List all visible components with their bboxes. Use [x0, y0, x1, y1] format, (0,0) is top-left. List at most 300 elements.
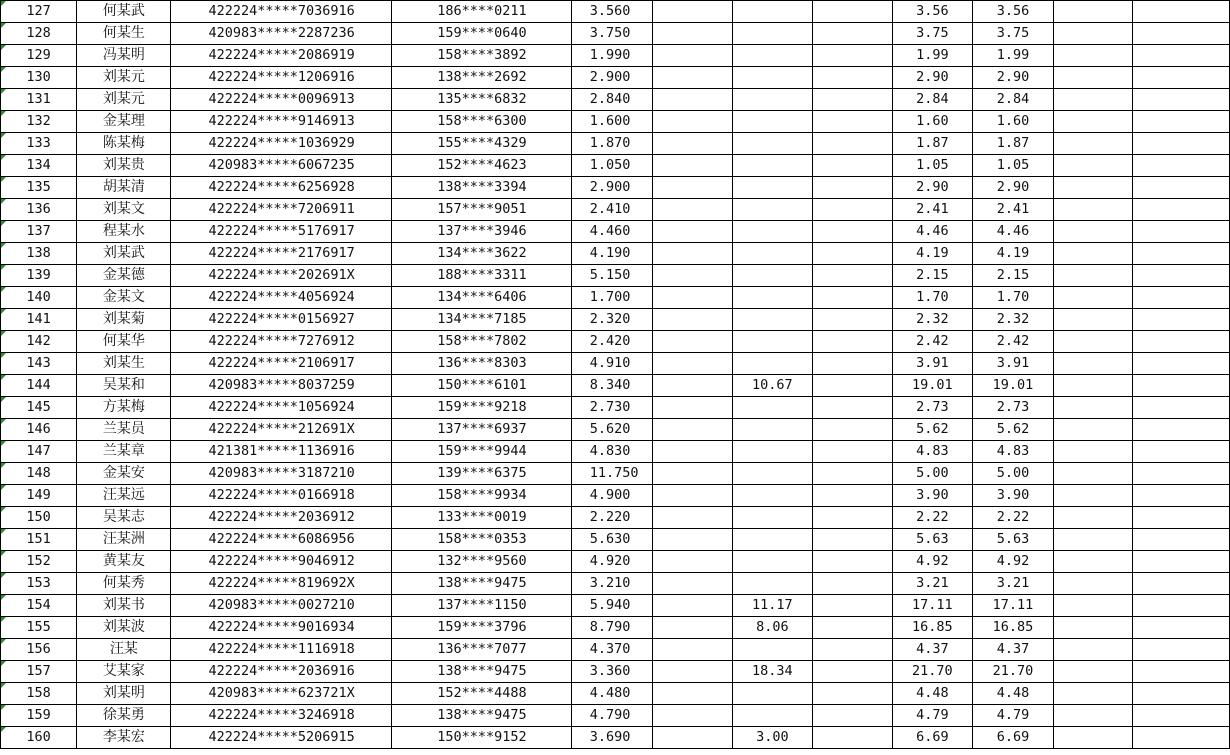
id-number-cell[interactable]: 420983*****623721X — [171, 683, 392, 705]
blank-cell[interactable] — [813, 111, 892, 133]
subtotal-cell[interactable]: 5.63 — [973, 529, 1054, 551]
blank-cell[interactable] — [1053, 529, 1132, 551]
blank-cell[interactable] — [813, 529, 892, 551]
area-cell[interactable]: 1.870 — [571, 133, 653, 155]
phone-cell[interactable]: 157****9051 — [392, 199, 571, 221]
area-cell[interactable]: 2.900 — [571, 67, 653, 89]
added-area-cell[interactable] — [732, 551, 813, 573]
blank-cell[interactable] — [1133, 397, 1230, 419]
area-cell[interactable]: 4.460 — [571, 221, 653, 243]
subtotal-cell[interactable]: 4.83 — [973, 441, 1054, 463]
blank-cell[interactable] — [653, 133, 732, 155]
area-cell[interactable]: 2.320 — [571, 309, 653, 331]
blank-cell[interactable] — [1133, 617, 1230, 639]
area-cell[interactable]: 4.190 — [571, 243, 653, 265]
blank-cell[interactable] — [653, 617, 732, 639]
id-number-cell[interactable]: 422224*****2106917 — [171, 353, 392, 375]
blank-cell[interactable] — [653, 705, 732, 727]
id-number-cell[interactable]: 422224*****1056924 — [171, 397, 392, 419]
name-cell[interactable]: 刘某文 — [77, 199, 171, 221]
total-cell[interactable]: 2.42 — [892, 331, 973, 353]
blank-cell[interactable] — [1133, 551, 1230, 573]
blank-cell[interactable] — [653, 155, 732, 177]
subtotal-cell[interactable]: 2.42 — [973, 331, 1054, 353]
subtotal-cell[interactable]: 6.69 — [973, 727, 1054, 749]
id-number-cell[interactable]: 422224*****819692X — [171, 573, 392, 595]
id-number-cell[interactable]: 422224*****4056924 — [171, 287, 392, 309]
total-cell[interactable]: 4.48 — [892, 683, 973, 705]
blank-cell[interactable] — [1133, 353, 1230, 375]
blank-cell[interactable] — [813, 265, 892, 287]
blank-cell[interactable] — [1053, 485, 1132, 507]
added-area-cell[interactable]: 18.34 — [732, 661, 813, 683]
subtotal-cell[interactable]: 4.79 — [973, 705, 1054, 727]
blank-cell[interactable] — [1053, 331, 1132, 353]
blank-cell[interactable] — [813, 287, 892, 309]
blank-cell[interactable] — [1133, 529, 1230, 551]
blank-cell[interactable] — [1053, 397, 1132, 419]
total-cell[interactable]: 4.79 — [892, 705, 973, 727]
blank-cell[interactable] — [1053, 243, 1132, 265]
added-area-cell[interactable] — [732, 331, 813, 353]
area-cell[interactable]: 4.370 — [571, 639, 653, 661]
blank-cell[interactable] — [813, 1, 892, 23]
area-cell[interactable]: 4.910 — [571, 353, 653, 375]
area-cell[interactable]: 1.600 — [571, 111, 653, 133]
blank-cell[interactable] — [813, 705, 892, 727]
sequence-cell[interactable]: 138 — [1, 243, 77, 265]
sequence-cell[interactable]: 160 — [1, 727, 77, 749]
area-cell[interactable]: 3.560 — [571, 1, 653, 23]
subtotal-cell[interactable]: 2.84 — [973, 89, 1054, 111]
id-number-cell[interactable]: 422224*****7206911 — [171, 199, 392, 221]
name-cell[interactable]: 兰某章 — [77, 441, 171, 463]
name-cell[interactable]: 刘某元 — [77, 67, 171, 89]
name-cell[interactable]: 陈某梅 — [77, 133, 171, 155]
blank-cell[interactable] — [653, 507, 732, 529]
blank-cell[interactable] — [1133, 705, 1230, 727]
added-area-cell[interactable]: 10.67 — [732, 375, 813, 397]
area-cell[interactable]: 1.050 — [571, 155, 653, 177]
id-number-cell[interactable]: 421381*****1136916 — [171, 441, 392, 463]
blank-cell[interactable] — [653, 683, 732, 705]
blank-cell[interactable] — [1053, 221, 1132, 243]
phone-cell[interactable]: 137****3946 — [392, 221, 571, 243]
blank-cell[interactable] — [813, 441, 892, 463]
added-area-cell[interactable] — [732, 529, 813, 551]
blank-cell[interactable] — [1133, 507, 1230, 529]
total-cell[interactable]: 1.87 — [892, 133, 973, 155]
id-number-cell[interactable]: 422224*****5176917 — [171, 221, 392, 243]
area-cell[interactable]: 2.220 — [571, 507, 653, 529]
id-number-cell[interactable]: 422224*****9016934 — [171, 617, 392, 639]
subtotal-cell[interactable]: 5.62 — [973, 419, 1054, 441]
name-cell[interactable]: 刘某元 — [77, 89, 171, 111]
blank-cell[interactable] — [1053, 133, 1132, 155]
sequence-cell[interactable]: 147 — [1, 441, 77, 463]
blank-cell[interactable] — [653, 111, 732, 133]
name-cell[interactable]: 徐某勇 — [77, 705, 171, 727]
subtotal-cell[interactable]: 1.05 — [973, 155, 1054, 177]
added-area-cell[interactable] — [732, 309, 813, 331]
phone-cell[interactable]: 137****1150 — [392, 595, 571, 617]
blank-cell[interactable] — [1053, 661, 1132, 683]
subtotal-cell[interactable]: 5.00 — [973, 463, 1054, 485]
blank-cell[interactable] — [813, 463, 892, 485]
id-number-cell[interactable]: 422224*****202691X — [171, 265, 392, 287]
blank-cell[interactable] — [1053, 111, 1132, 133]
sequence-cell[interactable]: 132 — [1, 111, 77, 133]
phone-cell[interactable]: 138****9475 — [392, 705, 571, 727]
phone-cell[interactable]: 136****7077 — [392, 639, 571, 661]
added-area-cell[interactable] — [732, 265, 813, 287]
area-cell[interactable]: 4.480 — [571, 683, 653, 705]
blank-cell[interactable] — [1053, 595, 1132, 617]
blank-cell[interactable] — [1133, 45, 1230, 67]
sequence-cell[interactable]: 151 — [1, 529, 77, 551]
sequence-cell[interactable]: 144 — [1, 375, 77, 397]
blank-cell[interactable] — [1053, 683, 1132, 705]
blank-cell[interactable] — [1053, 67, 1132, 89]
phone-cell[interactable]: 159****9944 — [392, 441, 571, 463]
blank-cell[interactable] — [653, 397, 732, 419]
added-area-cell[interactable] — [732, 133, 813, 155]
blank-cell[interactable] — [1133, 331, 1230, 353]
blank-cell[interactable] — [813, 485, 892, 507]
blank-cell[interactable] — [1133, 419, 1230, 441]
area-cell[interactable]: 5.620 — [571, 419, 653, 441]
name-cell[interactable]: 金某安 — [77, 463, 171, 485]
id-number-cell[interactable]: 422224*****0096913 — [171, 89, 392, 111]
blank-cell[interactable] — [653, 177, 732, 199]
blank-cell[interactable] — [653, 463, 732, 485]
id-number-cell[interactable]: 422224*****2176917 — [171, 243, 392, 265]
id-number-cell[interactable]: 422224*****3246918 — [171, 705, 392, 727]
phone-cell[interactable]: 152****4488 — [392, 683, 571, 705]
subtotal-cell[interactable]: 17.11 — [973, 595, 1054, 617]
added-area-cell[interactable] — [732, 441, 813, 463]
area-cell[interactable]: 5.940 — [571, 595, 653, 617]
name-cell[interactable]: 汪某 — [77, 639, 171, 661]
total-cell[interactable]: 3.56 — [892, 1, 973, 23]
added-area-cell[interactable] — [732, 67, 813, 89]
area-cell[interactable]: 2.900 — [571, 177, 653, 199]
phone-cell[interactable]: 134****7185 — [392, 309, 571, 331]
blank-cell[interactable] — [1133, 221, 1230, 243]
phone-cell[interactable]: 136****8303 — [392, 353, 571, 375]
blank-cell[interactable] — [1053, 639, 1132, 661]
blank-cell[interactable] — [813, 89, 892, 111]
name-cell[interactable]: 吴某和 — [77, 375, 171, 397]
subtotal-cell[interactable]: 1.60 — [973, 111, 1054, 133]
name-cell[interactable]: 金某文 — [77, 287, 171, 309]
phone-cell[interactable]: 155****4329 — [392, 133, 571, 155]
phone-cell[interactable]: 132****9560 — [392, 551, 571, 573]
sequence-cell[interactable]: 127 — [1, 1, 77, 23]
area-cell[interactable]: 3.750 — [571, 23, 653, 45]
name-cell[interactable]: 程某水 — [77, 221, 171, 243]
added-area-cell[interactable] — [732, 397, 813, 419]
blank-cell[interactable] — [653, 551, 732, 573]
phone-cell[interactable]: 159****3796 — [392, 617, 571, 639]
name-cell[interactable]: 刘某明 — [77, 683, 171, 705]
added-area-cell[interactable] — [732, 485, 813, 507]
subtotal-cell[interactable]: 3.56 — [973, 1, 1054, 23]
added-area-cell[interactable]: 11.17 — [732, 595, 813, 617]
subtotal-cell[interactable]: 3.91 — [973, 353, 1054, 375]
name-cell[interactable]: 冯某明 — [77, 45, 171, 67]
subtotal-cell[interactable]: 3.21 — [973, 573, 1054, 595]
sequence-cell[interactable]: 154 — [1, 595, 77, 617]
total-cell[interactable]: 3.21 — [892, 573, 973, 595]
phone-cell[interactable]: 159****0640 — [392, 23, 571, 45]
area-cell[interactable]: 1.700 — [571, 287, 653, 309]
area-cell[interactable]: 4.790 — [571, 705, 653, 727]
blank-cell[interactable] — [653, 595, 732, 617]
added-area-cell[interactable] — [732, 243, 813, 265]
sequence-cell[interactable]: 148 — [1, 463, 77, 485]
phone-cell[interactable]: 158****6300 — [392, 111, 571, 133]
id-number-cell[interactable]: 422224*****5206915 — [171, 727, 392, 749]
name-cell[interactable]: 刘某贵 — [77, 155, 171, 177]
added-area-cell[interactable] — [732, 683, 813, 705]
sequence-cell[interactable]: 156 — [1, 639, 77, 661]
blank-cell[interactable] — [653, 485, 732, 507]
id-number-cell[interactable]: 420983*****6067235 — [171, 155, 392, 177]
blank-cell[interactable] — [653, 727, 732, 749]
total-cell[interactable]: 4.46 — [892, 221, 973, 243]
subtotal-cell[interactable]: 2.15 — [973, 265, 1054, 287]
area-cell[interactable]: 5.150 — [571, 265, 653, 287]
blank-cell[interactable] — [1053, 89, 1132, 111]
added-area-cell[interactable] — [732, 573, 813, 595]
name-cell[interactable]: 刘某波 — [77, 617, 171, 639]
blank-cell[interactable] — [653, 441, 732, 463]
phone-cell[interactable]: 159****9218 — [392, 397, 571, 419]
id-number-cell[interactable]: 420983*****8037259 — [171, 375, 392, 397]
name-cell[interactable]: 何某秀 — [77, 573, 171, 595]
total-cell[interactable]: 1.99 — [892, 45, 973, 67]
blank-cell[interactable] — [813, 155, 892, 177]
blank-cell[interactable] — [1133, 265, 1230, 287]
total-cell[interactable]: 2.84 — [892, 89, 973, 111]
total-cell[interactable]: 1.60 — [892, 111, 973, 133]
blank-cell[interactable] — [813, 375, 892, 397]
id-number-cell[interactable]: 422224*****6256928 — [171, 177, 392, 199]
subtotal-cell[interactable]: 2.90 — [973, 177, 1054, 199]
blank-cell[interactable] — [813, 331, 892, 353]
blank-cell[interactable] — [1053, 287, 1132, 309]
blank-cell[interactable] — [653, 529, 732, 551]
id-number-cell[interactable]: 422224*****212691X — [171, 419, 392, 441]
blank-cell[interactable] — [813, 595, 892, 617]
added-area-cell[interactable] — [732, 353, 813, 375]
phone-cell[interactable]: 152****4623 — [392, 155, 571, 177]
total-cell[interactable]: 2.15 — [892, 265, 973, 287]
phone-cell[interactable]: 138****9475 — [392, 573, 571, 595]
subtotal-cell[interactable]: 4.46 — [973, 221, 1054, 243]
area-cell[interactable]: 2.840 — [571, 89, 653, 111]
name-cell[interactable]: 金某理 — [77, 111, 171, 133]
blank-cell[interactable] — [1053, 705, 1132, 727]
subtotal-cell[interactable]: 4.37 — [973, 639, 1054, 661]
subtotal-cell[interactable]: 2.22 — [973, 507, 1054, 529]
sequence-cell[interactable]: 146 — [1, 419, 77, 441]
blank-cell[interactable] — [813, 573, 892, 595]
subtotal-cell[interactable]: 1.87 — [973, 133, 1054, 155]
blank-cell[interactable] — [1053, 551, 1132, 573]
blank-cell[interactable] — [1133, 309, 1230, 331]
blank-cell[interactable] — [1133, 23, 1230, 45]
phone-cell[interactable]: 158****3892 — [392, 45, 571, 67]
subtotal-cell[interactable]: 3.90 — [973, 485, 1054, 507]
total-cell[interactable]: 2.90 — [892, 67, 973, 89]
area-cell[interactable]: 4.830 — [571, 441, 653, 463]
added-area-cell[interactable] — [732, 221, 813, 243]
name-cell[interactable]: 兰某员 — [77, 419, 171, 441]
blank-cell[interactable] — [1133, 89, 1230, 111]
phone-cell[interactable]: 150****6101 — [392, 375, 571, 397]
sequence-cell[interactable]: 142 — [1, 331, 77, 353]
blank-cell[interactable] — [1133, 661, 1230, 683]
name-cell[interactable]: 金某德 — [77, 265, 171, 287]
total-cell[interactable]: 3.91 — [892, 353, 973, 375]
blank-cell[interactable] — [653, 23, 732, 45]
blank-cell[interactable] — [1133, 441, 1230, 463]
subtotal-cell[interactable]: 19.01 — [973, 375, 1054, 397]
area-cell[interactable]: 2.730 — [571, 397, 653, 419]
blank-cell[interactable] — [1133, 639, 1230, 661]
area-cell[interactable]: 4.900 — [571, 485, 653, 507]
blank-cell[interactable] — [1133, 573, 1230, 595]
name-cell[interactable]: 何某华 — [77, 331, 171, 353]
id-number-cell[interactable]: 422224*****2086919 — [171, 45, 392, 67]
total-cell[interactable]: 5.62 — [892, 419, 973, 441]
added-area-cell[interactable] — [732, 111, 813, 133]
total-cell[interactable]: 17.11 — [892, 595, 973, 617]
id-number-cell[interactable]: 422224*****7036916 — [171, 1, 392, 23]
blank-cell[interactable] — [813, 133, 892, 155]
subtotal-cell[interactable]: 2.41 — [973, 199, 1054, 221]
sequence-cell[interactable]: 130 — [1, 67, 77, 89]
blank-cell[interactable] — [653, 67, 732, 89]
id-number-cell[interactable]: 422224*****6086956 — [171, 529, 392, 551]
added-area-cell[interactable] — [732, 45, 813, 67]
id-number-cell[interactable]: 422224*****1206916 — [171, 67, 392, 89]
id-number-cell[interactable]: 422224*****0166918 — [171, 485, 392, 507]
added-area-cell[interactable] — [732, 199, 813, 221]
blank-cell[interactable] — [1053, 573, 1132, 595]
name-cell[interactable]: 艾某家 — [77, 661, 171, 683]
blank-cell[interactable] — [653, 309, 732, 331]
added-area-cell[interactable] — [732, 89, 813, 111]
blank-cell[interactable] — [813, 243, 892, 265]
blank-cell[interactable] — [1133, 67, 1230, 89]
phone-cell[interactable]: 188****3311 — [392, 265, 571, 287]
blank-cell[interactable] — [653, 639, 732, 661]
total-cell[interactable]: 21.70 — [892, 661, 973, 683]
blank-cell[interactable] — [813, 67, 892, 89]
area-cell[interactable]: 2.410 — [571, 199, 653, 221]
phone-cell[interactable]: 134****3622 — [392, 243, 571, 265]
blank-cell[interactable] — [1133, 111, 1230, 133]
blank-cell[interactable] — [1053, 353, 1132, 375]
sequence-cell[interactable]: 136 — [1, 199, 77, 221]
phone-cell[interactable]: 158****9934 — [392, 485, 571, 507]
id-number-cell[interactable]: 422224*****1036929 — [171, 133, 392, 155]
added-area-cell[interactable] — [732, 287, 813, 309]
sequence-cell[interactable]: 140 — [1, 287, 77, 309]
name-cell[interactable]: 何某生 — [77, 23, 171, 45]
id-number-cell[interactable]: 422224*****1116918 — [171, 639, 392, 661]
added-area-cell[interactable] — [732, 419, 813, 441]
name-cell[interactable]: 何某武 — [77, 1, 171, 23]
blank-cell[interactable] — [813, 221, 892, 243]
name-cell[interactable]: 刘某武 — [77, 243, 171, 265]
total-cell[interactable]: 2.73 — [892, 397, 973, 419]
blank-cell[interactable] — [1133, 727, 1230, 749]
blank-cell[interactable] — [813, 639, 892, 661]
blank-cell[interactable] — [653, 661, 732, 683]
blank-cell[interactable] — [1053, 265, 1132, 287]
phone-cell[interactable]: 138****2692 — [392, 67, 571, 89]
blank-cell[interactable] — [1053, 507, 1132, 529]
blank-cell[interactable] — [813, 177, 892, 199]
total-cell[interactable]: 6.69 — [892, 727, 973, 749]
blank-cell[interactable] — [813, 309, 892, 331]
blank-cell[interactable] — [1053, 45, 1132, 67]
area-cell[interactable]: 5.630 — [571, 529, 653, 551]
blank-cell[interactable] — [813, 397, 892, 419]
name-cell[interactable]: 方某梅 — [77, 397, 171, 419]
phone-cell[interactable]: 138****9475 — [392, 661, 571, 683]
blank-cell[interactable] — [1133, 155, 1230, 177]
phone-cell[interactable]: 133****0019 — [392, 507, 571, 529]
blank-cell[interactable] — [1133, 463, 1230, 485]
blank-cell[interactable] — [653, 287, 732, 309]
blank-cell[interactable] — [813, 199, 892, 221]
sequence-cell[interactable]: 150 — [1, 507, 77, 529]
blank-cell[interactable] — [653, 199, 732, 221]
id-number-cell[interactable]: 422224*****0156927 — [171, 309, 392, 331]
phone-cell[interactable]: 158****7802 — [392, 331, 571, 353]
id-number-cell[interactable]: 420983*****0027210 — [171, 595, 392, 617]
total-cell[interactable]: 2.22 — [892, 507, 973, 529]
total-cell[interactable]: 19.01 — [892, 375, 973, 397]
name-cell[interactable]: 胡某清 — [77, 177, 171, 199]
sequence-cell[interactable]: 145 — [1, 397, 77, 419]
subtotal-cell[interactable]: 2.32 — [973, 309, 1054, 331]
area-cell[interactable]: 3.360 — [571, 661, 653, 683]
sequence-cell[interactable]: 158 — [1, 683, 77, 705]
added-area-cell[interactable]: 8.06 — [732, 617, 813, 639]
sequence-cell[interactable]: 129 — [1, 45, 77, 67]
blank-cell[interactable] — [1133, 375, 1230, 397]
area-cell[interactable]: 8.340 — [571, 375, 653, 397]
phone-cell[interactable]: 139****6375 — [392, 463, 571, 485]
name-cell[interactable]: 刘某书 — [77, 595, 171, 617]
blank-cell[interactable] — [813, 23, 892, 45]
sequence-cell[interactable]: 155 — [1, 617, 77, 639]
subtotal-cell[interactable]: 4.19 — [973, 243, 1054, 265]
total-cell[interactable]: 3.90 — [892, 485, 973, 507]
sequence-cell[interactable]: 137 — [1, 221, 77, 243]
blank-cell[interactable] — [653, 243, 732, 265]
id-number-cell[interactable]: 422224*****2036912 — [171, 507, 392, 529]
blank-cell[interactable] — [653, 375, 732, 397]
blank-cell[interactable] — [1133, 287, 1230, 309]
blank-cell[interactable] — [1133, 133, 1230, 155]
